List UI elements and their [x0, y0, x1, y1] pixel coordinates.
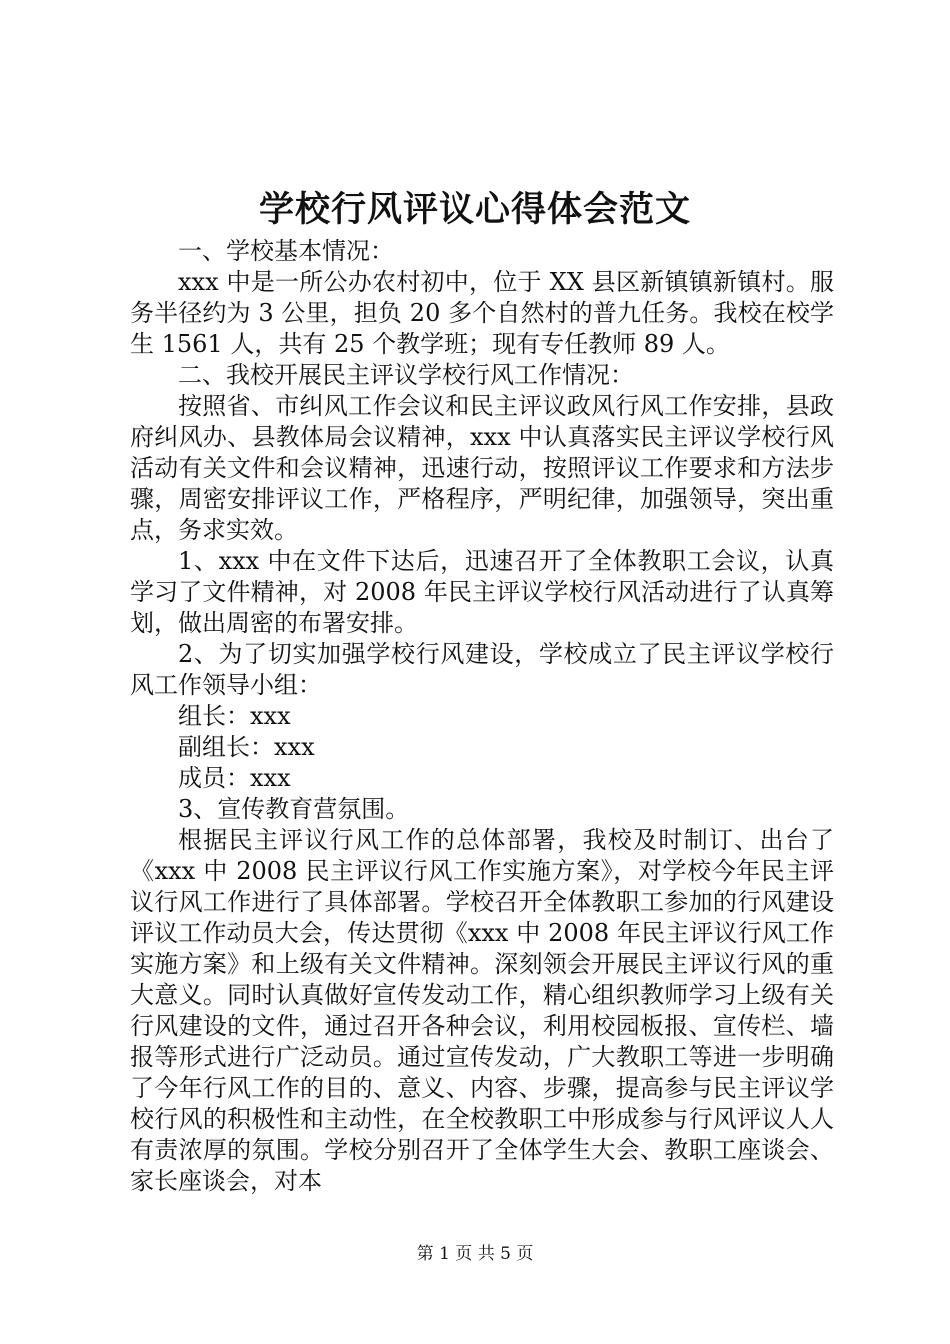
paragraph-work-arrangement: 按照省、市纠风工作会议和民主评议政风行风工作安排，县政府纠风办、县教体局会议精神，xxx 中认真落实民主评议学校行风活动有关文件和会议精神，迅速行动，按照评议工作要求和方法步骤，周密安排评议工作，严格程序，严明纪律，加强领导，突出重点，务求实效。 — [130, 392, 834, 544]
document-body — [130, 236, 834, 1197]
leader-line: 组长：xxx — [178, 702, 291, 730]
deputy-leader-line: 副组长：xxx — [178, 733, 315, 761]
page-footer: 第 1 页 共 5 页 — [416, 1244, 534, 1264]
paragraph-item-2: 2、为了切实加强学校行风建设，学校成立了民主评议学校行风工作领导小组： — [130, 640, 834, 699]
document-title: 学校行风评议心得体会范文 — [258, 189, 691, 230]
section-heading-basic-info: 一、学校基本情况： — [178, 237, 394, 265]
paragraph-item-1: 1、xxx 中在文件下达后，迅速召开了全体教职工会议，认真学习了文件精神，对 2008 年民主评议学校行风活动进行了认真筹划，做出周密的布署安排。 — [130, 547, 834, 637]
section-heading-work-status: 二、我校开展民主评议学校行风工作情况： — [178, 361, 634, 389]
paragraph-publicity: 根据民主评议行风工作的总体部署，我校及时制订、出台了《xxx 中 2008 民主评议行风工作实施方案》，对学校今年民主评议行风工作进行了具体部署。学校召开全体教职工参加的行风建设评议工作动员大会，传达贯彻《xxx 中 2008 年民主评议行风工作实施方案》和上级有关文件精神。深刻领会开展民主评议行风的重大意义。同时认真做好宣传发动工作，精心组织教师学习上级有关行风建设的文件，通过召开各种会议，利用校园板报、宣传栏、墙报等形式进行广泛动员。通过宣传发动，广大教职工等进一步明确了今年行风工作的目的、意义、内容、步骤，提高参与民主评议学校行风的积极性和主动性，在全校教职工中形成参与行风评议人人有责浓厚的氛围。学校分别召开了全体学生大会、教职工座谈会、家长座谈会，对本 — [130, 826, 834, 1195]
paragraph-item-3: 3、宣传教育营氛围。 — [178, 795, 410, 823]
members-line: 成员：xxx — [178, 764, 291, 792]
paragraph-school-overview: xxx 中是一所公办农村初中，位于 XX 县区新镇镇新镇村。服务半径约为 3 公里，担负 20 多个自然村的普九任务。我校在校学生 1561 人，共有 25 个教学班；现有专任教师 89 人。 — [130, 268, 834, 358]
